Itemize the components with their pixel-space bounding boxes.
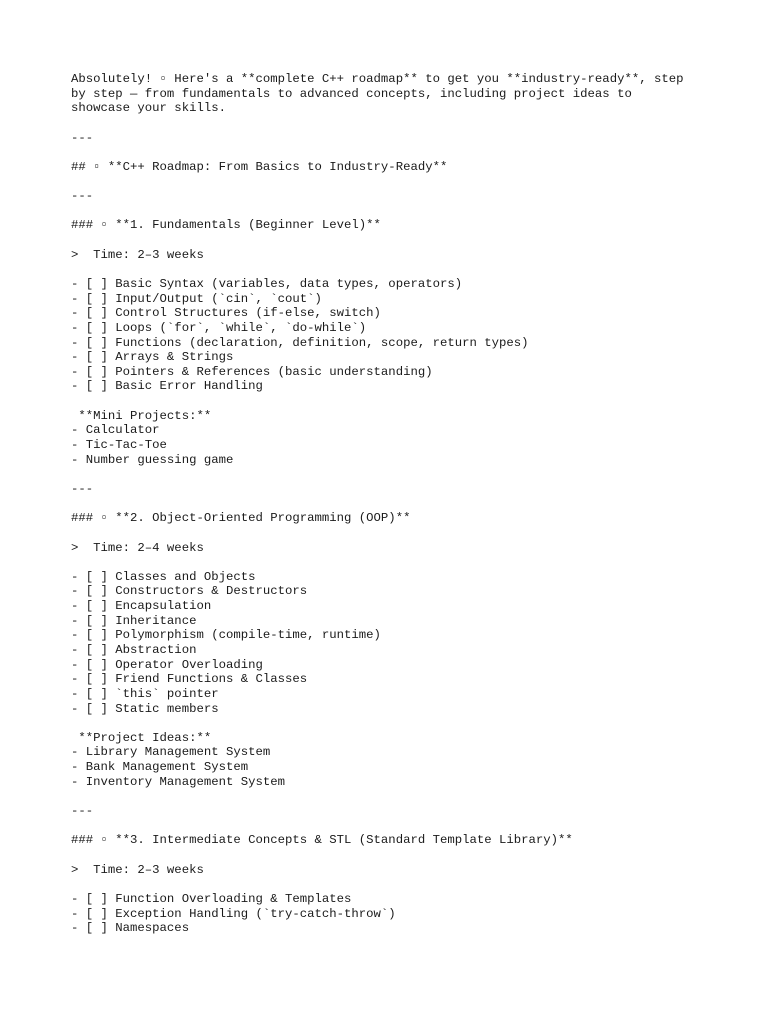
- text-line: **Mini Projects:**: [71, 408, 212, 423]
- blank-line: [71, 204, 731, 219]
- text-line: - [ ] Loops (`for`, `while`, `do-while`): [71, 320, 367, 335]
- text-line: - Library Management System: [71, 745, 271, 760]
- text-line: ### ▫ **3. Intermediate Concepts & STL (Standard Template Library)**: [71, 833, 573, 848]
- text-line: > Time: 2–3 weeks: [71, 862, 204, 877]
- text-line: showcase your skills.: [71, 101, 226, 116]
- text-line: - [ ] Input/Output (`cin`, `cout`): [71, 291, 322, 306]
- blank-line: [71, 262, 731, 277]
- blank-line: [71, 716, 731, 731]
- blank-line: [71, 233, 731, 248]
- text-line: **Project Ideas:**: [71, 730, 212, 745]
- text-line: - [ ] Pointers & References (basic understanding): [71, 364, 433, 379]
- text-line: by step — from fundamentals to advanced concepts, including project ideas to: [71, 86, 632, 101]
- blank-line: [71, 394, 731, 409]
- blank-line: [71, 789, 731, 804]
- text-line: ---: [71, 804, 94, 819]
- blank-line: [71, 848, 731, 863]
- text-line: - [ ] Operator Overloading: [71, 657, 263, 672]
- text-line: - [ ] Inheritance: [71, 613, 197, 628]
- blank-line: [71, 555, 731, 570]
- text-line: - [ ] Control Structures (if-else, switch): [71, 306, 381, 321]
- text-line: ## ▫ **C++ Roadmap: From Basics to Industry-Ready**: [71, 159, 448, 174]
- text-line: - [ ] Friend Functions & Classes: [71, 672, 308, 687]
- text-line: - [ ] Classes and Objects: [71, 569, 256, 584]
- text-line: - [ ] Function Overloading & Templates: [71, 891, 352, 906]
- blank-line: [71, 145, 731, 160]
- text-line: - [ ] Exception Handling (`try-catch-throw`): [71, 906, 396, 921]
- text-line: ### ▫ **2. Object-Oriented Programming (OOP)**: [71, 511, 411, 526]
- text-line: ### ▫ **1. Fundamentals (Beginner Level)**: [71, 218, 381, 233]
- text-line: ---: [71, 130, 94, 145]
- text-line: - [ ] Functions (declaration, definition, scope, return types): [71, 335, 529, 350]
- text-line: ---: [71, 481, 94, 496]
- text-line: - Tic-Tac-Toe: [71, 438, 167, 453]
- blank-line: [71, 819, 731, 834]
- text-line: - [ ] Encapsulation: [71, 599, 212, 614]
- text-line: > Time: 2–3 weeks: [71, 247, 204, 262]
- text-line: - Calculator: [71, 423, 160, 438]
- text-line: - [ ] Namespaces: [71, 921, 190, 936]
- blank-line: [71, 116, 731, 131]
- blank-line: [71, 467, 731, 482]
- blank-line: [71, 526, 731, 541]
- text-line: - [ ] `this` pointer: [71, 686, 219, 701]
- document-text: [71, 72, 731, 936]
- text-line: - Number guessing game: [71, 452, 234, 467]
- text-line: - [ ] Abstraction: [71, 642, 197, 657]
- text-line: - [ ] Constructors & Destructors: [71, 584, 308, 599]
- text-line: ---: [71, 189, 94, 204]
- text-line: - Bank Management System: [71, 760, 249, 775]
- text-line: - [ ] Basic Syntax (variables, data types, operators): [71, 276, 463, 291]
- text-line: - Inventory Management System: [71, 774, 286, 789]
- blank-line: [71, 877, 731, 892]
- text-line: - [ ] Arrays & Strings: [71, 350, 234, 365]
- text-line: - [ ] Polymorphism (compile-time, runtime): [71, 628, 381, 643]
- text-line: Absolutely! ▫ Here's a **complete C++ roadmap** to get you **industry-ready**, step: [71, 72, 684, 86]
- text-line: > Time: 2–4 weeks: [71, 540, 204, 555]
- text-line: - [ ] Basic Error Handling: [71, 379, 263, 394]
- text-line: - [ ] Static members: [71, 701, 219, 716]
- blank-line: [71, 174, 731, 189]
- blank-line: [71, 497, 731, 512]
